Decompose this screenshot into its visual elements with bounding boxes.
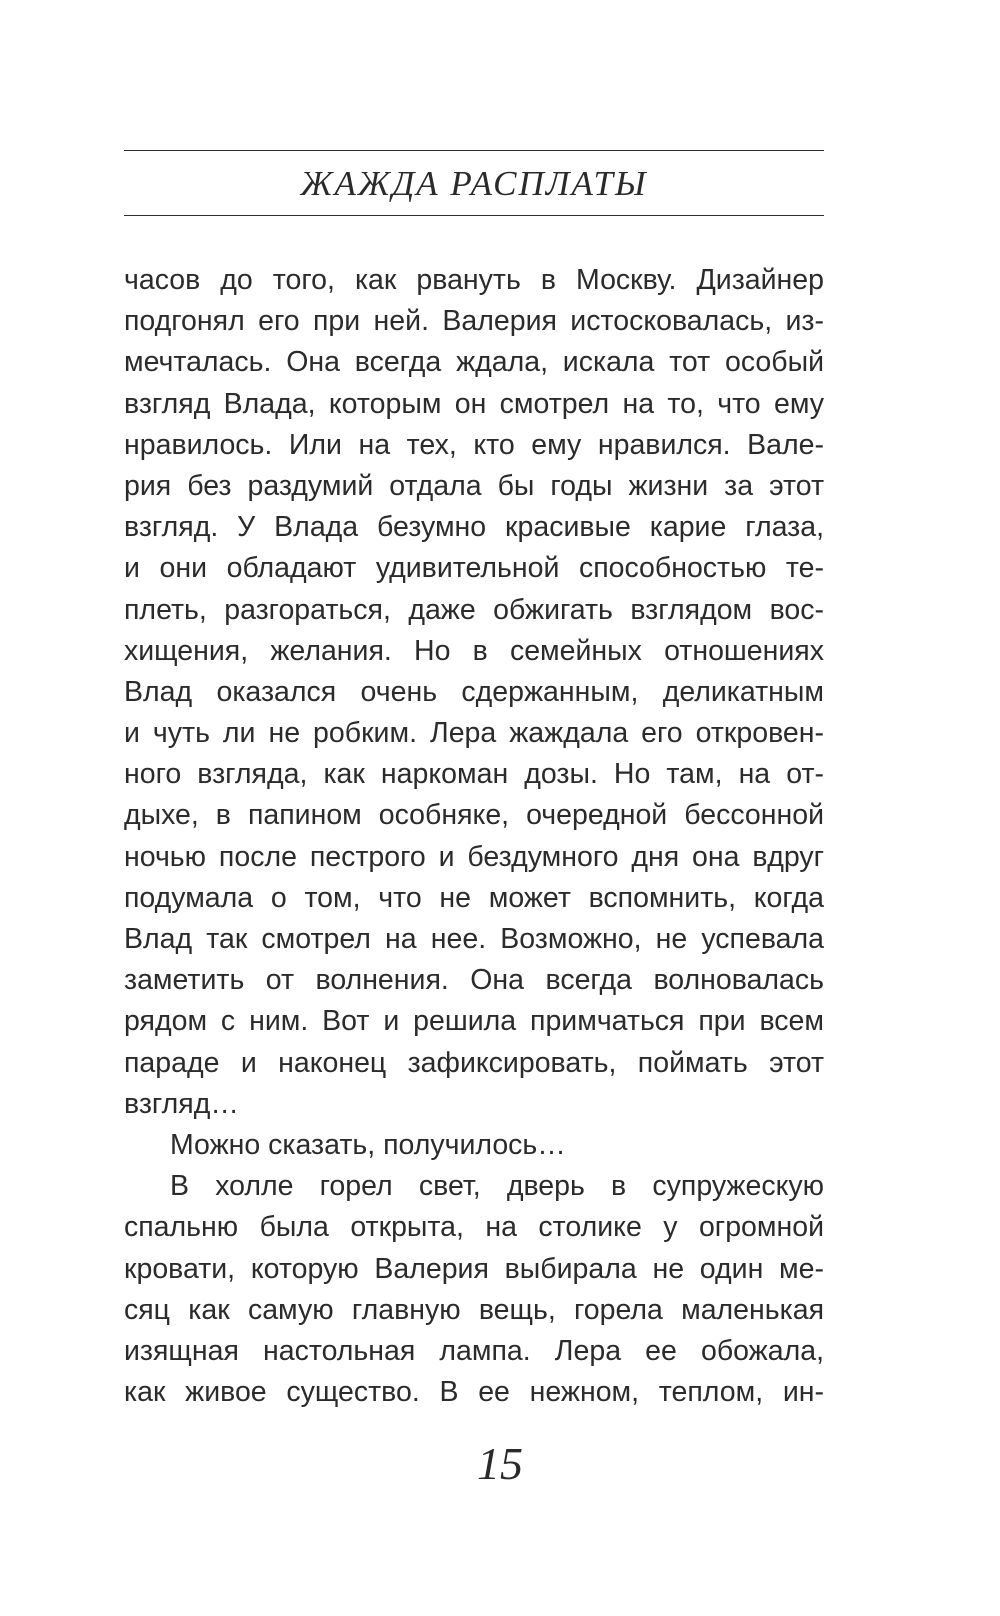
- header-rule-bottom: [124, 215, 824, 216]
- text-line: Можно сказать, получилось…: [170, 1128, 566, 1161]
- text-line: и они обладают удивительной способностью те-: [124, 552, 824, 585]
- text-line: сяц как самую главную вещь, горела маленькая: [124, 1293, 824, 1326]
- text-line: ночью после пестрого и бездумного дня она вдруг: [124, 840, 824, 873]
- text-line: взгляд…: [124, 1087, 239, 1120]
- text-line: подумала о том, что не может вспомнить, когда: [124, 881, 824, 914]
- text-line: взгляд. У Влада безумно красивые карие глаза,: [124, 511, 824, 544]
- text-line: кровати, которую Валерия выбирала не один ме-: [124, 1252, 824, 1285]
- text-line: нравилось. Или на тех, кто ему нравился. Вале-: [124, 428, 824, 461]
- text-line: и чуть ли не робким. Лера жаждала его откровен-: [124, 717, 824, 750]
- text-line: плеть, разгораться, даже обжигать взглядом вос-: [124, 593, 824, 626]
- text-line: часов до того, как рвануть в Москву. Дизайнер: [124, 264, 824, 296]
- text-line: Влад так смотрел на нее. Возможно, не успевала: [124, 923, 824, 955]
- text-line: рядом с ним. Вот и решила примчаться при всем: [124, 1005, 824, 1038]
- body-text: [124, 260, 824, 1413]
- text-line: параде и наконец зафиксировать, поймать этот: [124, 1046, 824, 1079]
- text-line: как живое существо. В ее нежном, теплом, ин-: [124, 1376, 824, 1409]
- text-line: мечталась. Она всегда ждала, искала тот особый: [124, 346, 824, 379]
- text-line: дыхе, в папином особняке, очередной бессонной: [124, 799, 824, 832]
- text-line: изящная настольная лампа. Лера ее обожала,: [124, 1334, 824, 1367]
- header-rule-top: [124, 150, 824, 151]
- text-line: рия без раздумий отдала бы годы жизни за этот: [124, 469, 824, 502]
- text-line: заметить от волнения. Она всегда волновалась: [124, 964, 824, 997]
- text-line: Влад оказался очень сдержанным, деликатным: [124, 675, 824, 708]
- page-number: 15: [477, 1438, 523, 1489]
- text-line: подгонял его при ней. Валерия истосковалась, из-: [124, 305, 824, 338]
- text-line: взгляд Влада, которым он смотрел на то, что ему: [124, 387, 824, 420]
- text-line: хищения, желания. Но в семейных отношениях: [124, 634, 824, 667]
- text-line: спальню была открыта, на столике у огромной: [124, 1211, 824, 1244]
- running-head-title: ЖАЖДА РАСПЛАТЫ: [300, 164, 648, 203]
- text-line: ного взгляда, как наркоман дозы. Но там, на от-: [124, 758, 824, 791]
- text-line: В холле горел свет, дверь в супружескую: [170, 1170, 824, 1203]
